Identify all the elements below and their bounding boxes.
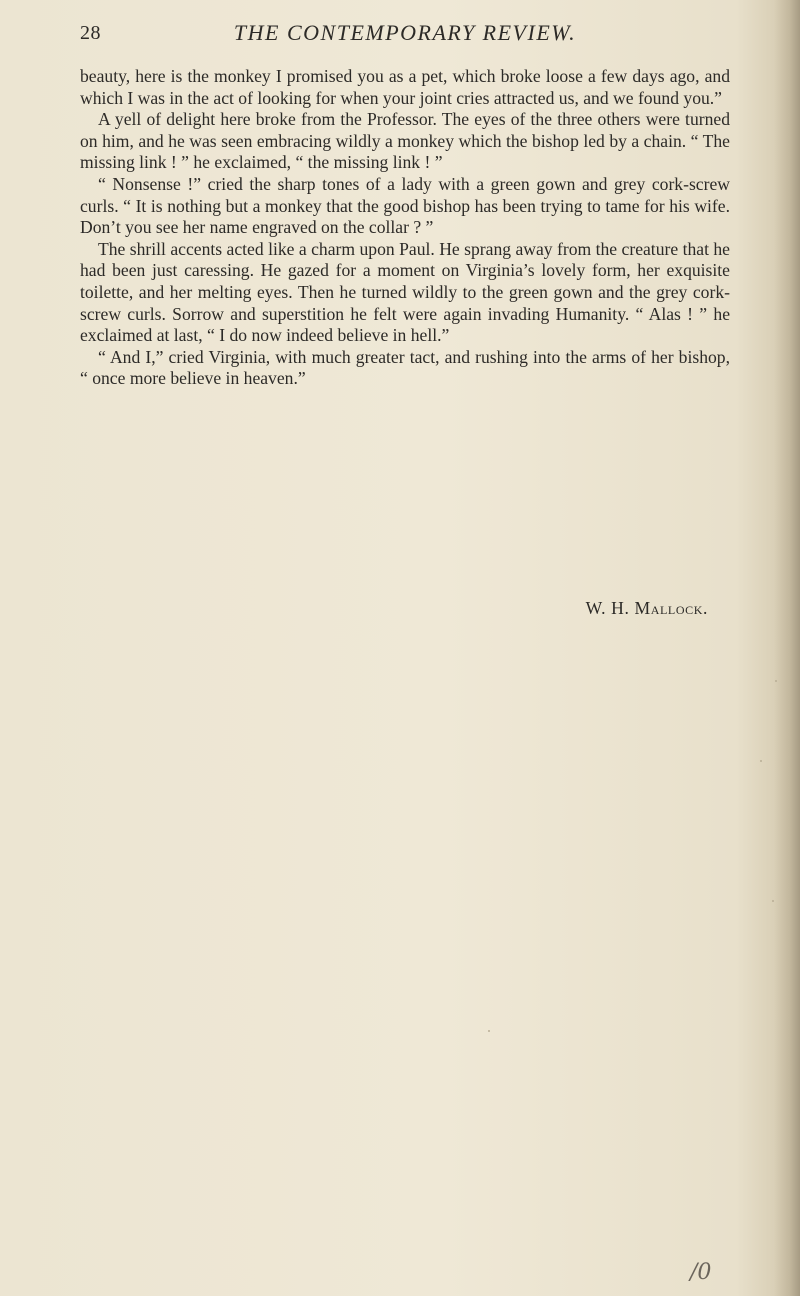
author-signature [80,598,708,619]
paper-speck [772,900,774,902]
journal-title: THE CONTEMPORARY REVIEW. [233,20,577,45]
paragraph-2: A yell of delight here broke from the Professor. The eyes of the three others were turned on him, and he was seen embracing wildly a monkey which the bishop led by a chain. “ The missing link ! ” he exclaimed, “ the missing link ! ” [80,109,730,173]
running-head [80,18,730,54]
paper-speck [760,760,762,762]
paper-speck [775,680,777,682]
paragraph-4: The shrill accents acted like a charm upon Paul. He sprang away from the creature that he had been just caressing. He gazed for a moment on Virginia’s lovely form, her exquisite toilette, and her melting eyes. Then he turned wildly to the green gown and the grey cork-screw curls. Sorrow and superstition he felt were again invading Humanity. “ Alas ! ” he exclaimed at last, “ I do now indeed believe in hell.” [80,238,730,346]
handwritten-folio-mark: /0 [690,1260,712,1285]
paragraph-1: beauty, here is the monkey I promised you as a pet, which broke loose a few days ago, and which I was in the act of looking for when your joint cries attracted us, and we found you.” [80,66,730,108]
author-name: W. H. Mallock. [585,598,708,618]
paragraph-5: “ And I,” cried Virginia, with much greater tact, and rushing into the arms of her bishop, “ once more believe in heaven.” [80,346,730,389]
body-text [80,66,730,390]
paragraph-3: “ Nonsense !” cried the sharp tones of a lady with a green gown and grey cork-screw curls. “ It is nothing but a monkey that the good bishop has been trying to tame for his wife. Don’t you see her name engraved on the collar ? ” [80,173,730,238]
paper-speck [488,1030,490,1032]
page-number: 28 [80,22,101,44]
page-edge-shadow [774,0,800,1296]
